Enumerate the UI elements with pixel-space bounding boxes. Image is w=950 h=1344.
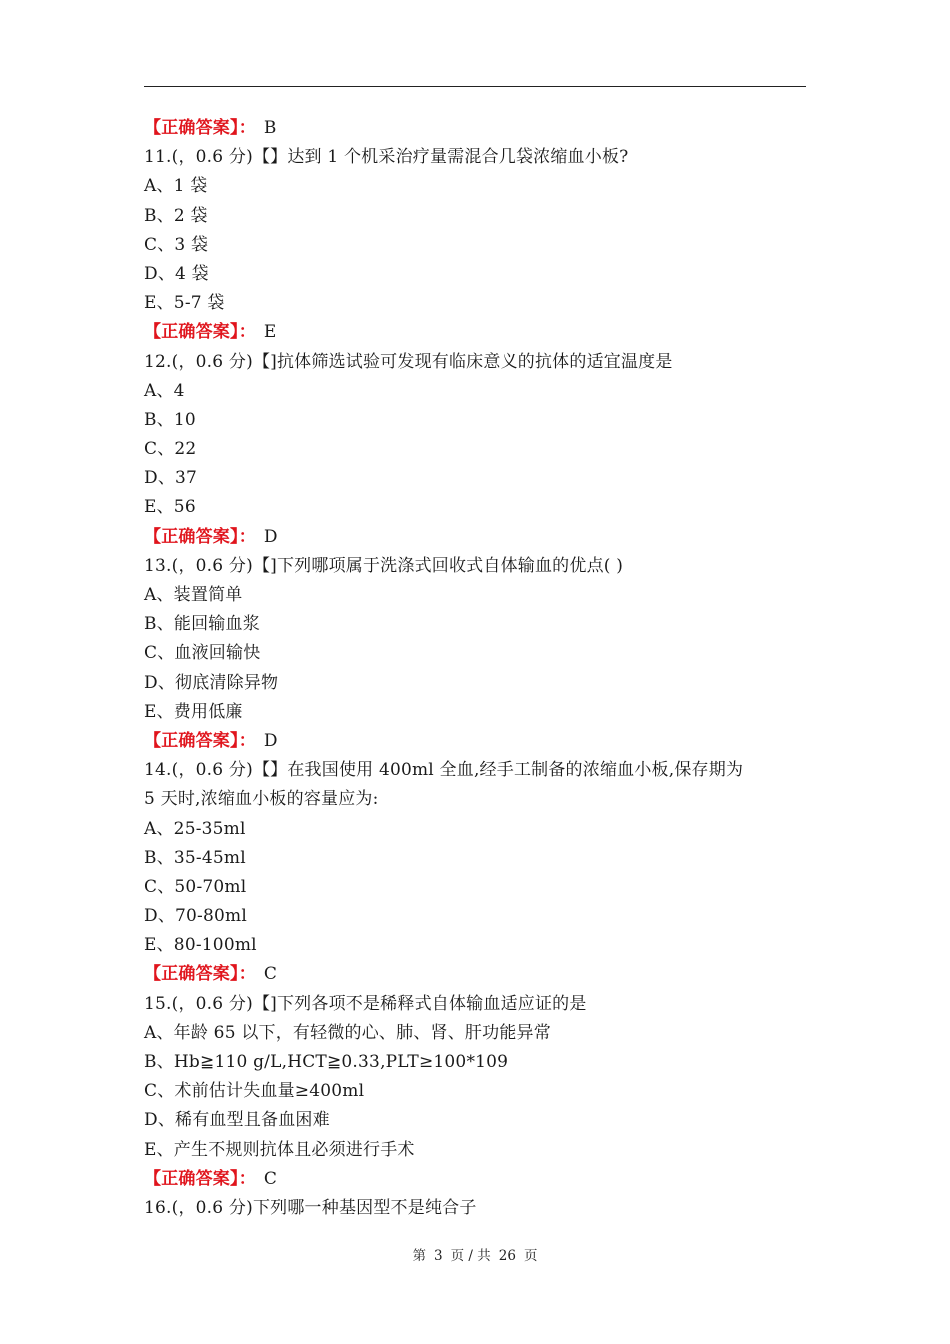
option: B、10 (144, 409, 196, 430)
answer-label: 【正确答案】： (144, 730, 256, 751)
question-stem: 13.(，0.6 分)【]下列哪项属于洗涤式回收式自体输血的优点( ) (144, 555, 624, 576)
option: C、50-70ml (144, 876, 247, 897)
footer-suffix: 页 (523, 1248, 538, 1264)
option: A、1 袋 (144, 176, 208, 197)
option: D、彻底清除异物 (144, 672, 279, 693)
option: A、年龄 65 以下，有轻微的心、肺、肾、肝功能异常 (144, 1022, 551, 1043)
question-stem: 12.(，0.6 分)【]抗体筛选试验可发现有临床意义的抗体的适宜温度是 (144, 351, 673, 372)
document-body (144, 114, 810, 1223)
option: C、术前估计失血量≥400ml (144, 1081, 365, 1102)
answer-line (144, 318, 810, 347)
answer-value: D (263, 730, 278, 751)
question-stem: 11.(，0.6 分)【】达到 1 个机采治疗量需混合几袋浓缩血小板? (144, 147, 629, 168)
footer-mid: 页 / 共 (450, 1248, 491, 1264)
option: E、费用低廉 (144, 701, 243, 722)
footer-page-number: 3 (434, 1248, 443, 1264)
answer-line (144, 114, 810, 143)
option: B、35-45ml (144, 847, 246, 868)
option: D、4 袋 (144, 263, 209, 284)
option: D、37 (144, 468, 198, 489)
question-stem-continued: 5 天时,浓缩血小板的容量应为: (144, 789, 379, 810)
question-stem: 14.(，0.6 分)【】在我国使用 400ml 全血,经手工制备的浓缩血小板,保存期为 (144, 760, 744, 781)
answer-value: C (263, 964, 278, 985)
answer-line (144, 727, 810, 756)
answer-line (144, 523, 810, 552)
option: A、4 (144, 380, 185, 401)
answer-line (144, 1165, 810, 1194)
footer-prefix: 第 (412, 1248, 427, 1264)
answer-label: 【正确答案】： (144, 964, 256, 985)
footer-total-pages: 26 (498, 1248, 516, 1264)
answer-label: 【正确答案】： (144, 322, 256, 343)
option: C、22 (144, 439, 197, 460)
answer-line (144, 960, 810, 989)
option: D、稀有血型且备血困难 (144, 1110, 330, 1131)
header-rule (144, 86, 806, 87)
question-stem: 15.(，0.6 分)【]下列各项不是稀释式自体输血适应证的是 (144, 993, 587, 1014)
question-stem: 16.(，0.6 分)下列哪一种基因型不是纯合子 (144, 1197, 477, 1218)
option: E、5-7 袋 (144, 293, 225, 314)
answer-value: D (263, 526, 278, 547)
answer-label: 【正确答案】： (144, 1168, 256, 1189)
option: C、3 袋 (144, 234, 209, 255)
answer-value: C (263, 1168, 278, 1189)
answer-value: B (263, 118, 277, 138)
option: A、25-35ml (144, 818, 246, 839)
answer-value: E (263, 322, 277, 343)
option: A、装置简单 (144, 585, 243, 605)
option: E、56 (144, 497, 196, 518)
option: E、产生不规则抗体且必须进行手术 (144, 1139, 415, 1160)
page-footer (0, 1244, 950, 1264)
option: D、70-80ml (144, 906, 247, 927)
option: B、能回输血浆 (144, 614, 260, 635)
option: B、2 袋 (144, 205, 208, 226)
option: E、80-100ml (144, 935, 257, 956)
answer-label: 【正确答案】： (144, 118, 256, 138)
option: B、Hb≧110 g/L,HCT≧0.33,PLT≥100*109 (144, 1052, 509, 1072)
answer-label: 【正确答案】： (144, 526, 256, 547)
option: C、血液回输快 (144, 643, 261, 664)
